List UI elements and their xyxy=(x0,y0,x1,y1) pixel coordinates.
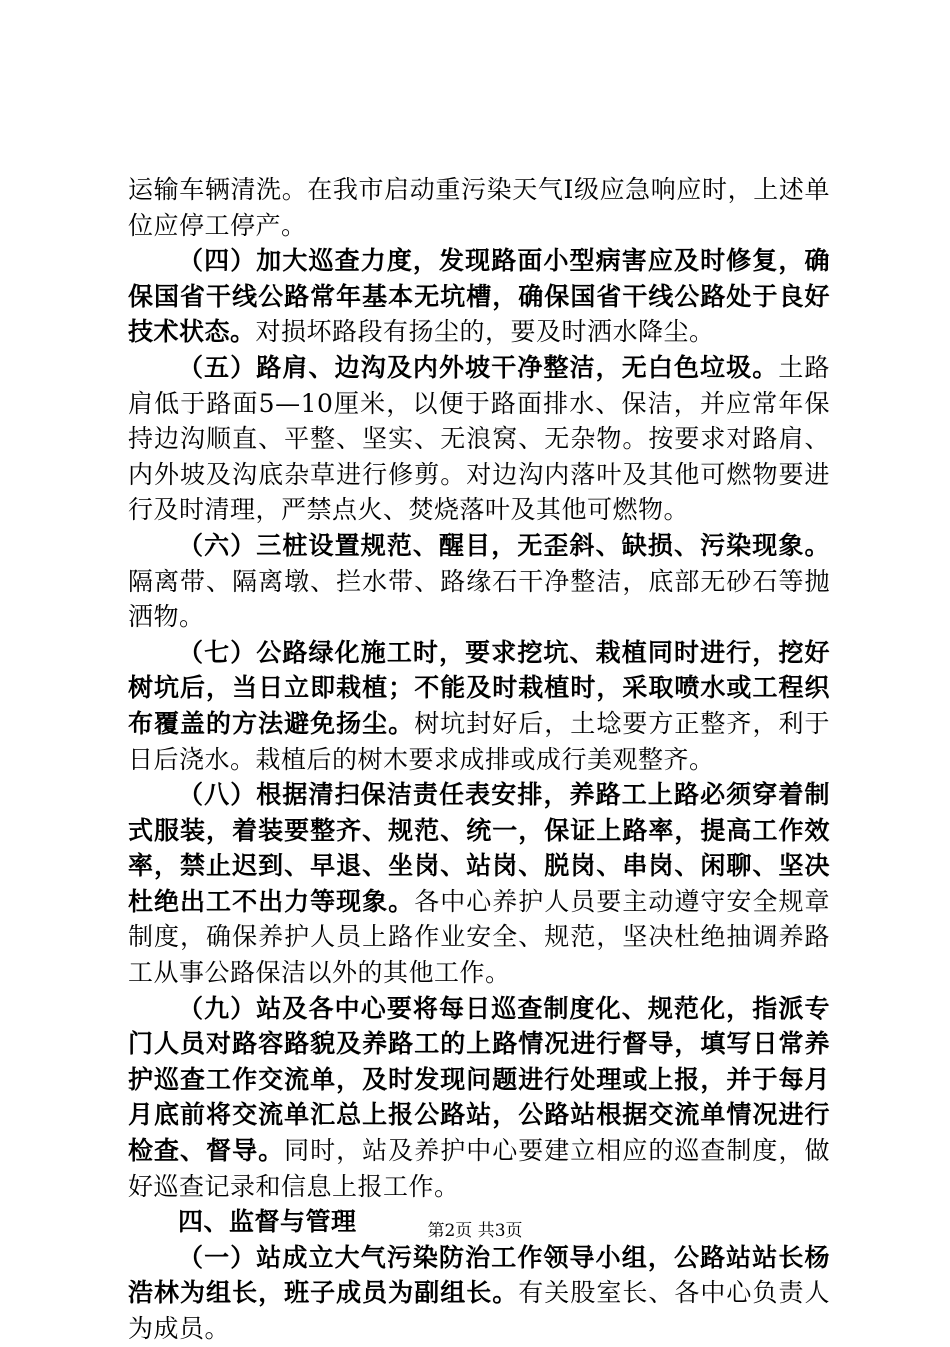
paragraph xyxy=(128,350,830,528)
paragraph xyxy=(128,528,830,635)
paragraph-text: 各中心养护人员要主动遵守安全规章制度，确保养护人员上路作业安全、规范，坚决杜绝抽调养路工从事公路保洁以外的其他工作。 xyxy=(128,886,830,988)
document-body xyxy=(128,172,830,1347)
paragraph-text: 对损坏路段有扬尘的，要及时洒水降尘。 xyxy=(255,317,715,347)
paragraph xyxy=(128,635,830,777)
paragraph-bold-lead: （一）站成立大气污染防治工作领导小组，公路站站长杨浩林为组长，班子成员为副组长。 xyxy=(128,1242,830,1308)
paragraph-text: 隔离带、隔离墩、拦水带、路缘石干净整洁，底部无砂石等抛洒物。 xyxy=(128,566,830,632)
paragraph-bold-lead: （六）三桩设置规范、醒目，无歪斜、缺损、污染现象。 xyxy=(178,530,830,560)
paragraph-text: 运输车辆清洗。在我市启动重污染天气Ⅰ级应急响应时，上述单位应停工停产。 xyxy=(128,175,830,240)
paragraph-bold-lead: （九）站及各中心要将每日巡查制度化、规范化，指派专门人员对路容路貌及养路工的上路情况进行督导，填写日常养护巡查工作交流单，及时发现问题进行处理或上报，并于每月月底前将交流单汇总上报公路站，公路站根据交流单情况进行检查、督导。 xyxy=(128,993,830,1166)
paragraph xyxy=(128,777,830,991)
paragraph-text: 同时，站及养护中心要建立相应的巡查制度，做好巡查记录和信息上报工作。 xyxy=(128,1136,830,1201)
paragraph-text: 土路肩低于路面5—10厘米，以便于路面排水、保洁，并应常年保持边沟顺直、平整、坚实、无浪窝、无杂物。按要求对路肩、内外坡及沟底杂草进行修剪。对边沟内落叶及其他可燃物要进行及时清理，严禁点火、焚烧落叶及其他可燃物。 xyxy=(128,352,830,525)
paragraph xyxy=(128,243,830,350)
section-heading-text: 四、监督与管理 xyxy=(178,1207,357,1237)
paragraph xyxy=(128,1240,830,1347)
paragraph-bold-lead: （八）根据清扫保洁责任表安排，养路工上路必须穿着制式服装，着装要整齐、规范、统一，保证上路率，提高工作效率，禁止迟到、早退、坐岗、站岗、脱岗、串岗、闲聊、坚决杜绝出工不出力等现象。 xyxy=(128,780,830,916)
paragraph-text: 有关股室长、各中心负责人为成员。 xyxy=(128,1278,830,1343)
paragraph-text: 树坑封好后，土埝要方正整齐，利于日后浇水。栽植后的树木要求成排或成行美观整齐。 xyxy=(128,708,830,774)
paragraph-bold-lead: （四）加大巡查力度，发现路面小型病害应及时修复，确保国省干线公路常年基本无坑槽，确保国省干线公路处于良好技术状态。 xyxy=(128,246,830,347)
paragraph-bold-lead: （七）公路绿化施工时，要求挖坑、栽植同时进行，挖好树坑后，当日立即栽植；不能及时栽植时，采取喷水或工程织布覆盖的方法避免扬尘。 xyxy=(128,637,830,738)
paragraph xyxy=(128,991,830,1205)
page-number-footer: 第2页 共3页 xyxy=(427,1221,523,1241)
paragraph xyxy=(128,172,830,243)
paragraph-bold-lead: （五）路肩、边沟及内外坡干净整洁，无白色垃圾。 xyxy=(178,352,779,382)
